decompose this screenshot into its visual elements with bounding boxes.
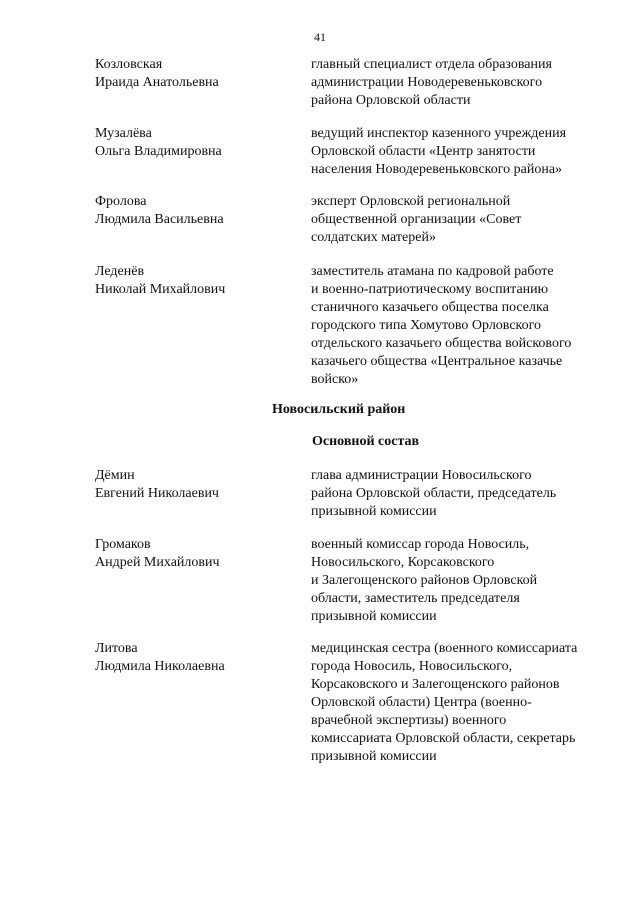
role-line: Орловской области «Центр занятости xyxy=(311,144,536,159)
role-line: эксперт Орловской региональной xyxy=(311,194,511,209)
role-line: глава администрации Новосильского xyxy=(311,468,532,483)
surname: Дёмин xyxy=(95,468,135,483)
role-line: района Орловской области xyxy=(311,93,471,108)
role-line: городского типа Хомутово Орловского xyxy=(311,318,542,333)
member-name xyxy=(95,640,295,676)
role-line: медицинская сестра (военного комиссариата xyxy=(311,641,578,656)
surname: Громаков xyxy=(95,537,151,552)
role-line: заместитель атамана по кадровой работе xyxy=(311,264,554,279)
given-names: Ираида Анатольевна xyxy=(95,75,219,90)
role-line: главный специалист отдела образования xyxy=(311,57,552,72)
role-line: комиссариата Орловской области, секретарь xyxy=(311,731,576,746)
role-line: района Орловской области, председатель xyxy=(311,486,557,501)
given-names: Андрей Михайлович xyxy=(95,555,220,570)
member-name xyxy=(95,193,295,229)
subsection-title: Основной состав xyxy=(312,434,420,449)
member-name xyxy=(95,56,295,92)
role-line: врачебной экспертизы) военного xyxy=(311,713,507,728)
role-line: и военно-патриотическому воспитанию xyxy=(311,282,549,297)
surname: Козловская xyxy=(95,57,163,72)
role-line: станичного казачьего общества поселка xyxy=(311,300,549,315)
member-name xyxy=(95,467,295,503)
role-line: города Новосиль, Новосильского, xyxy=(311,659,513,674)
given-names: Николай Михайлович xyxy=(95,282,226,297)
role-line: призывной комиссии xyxy=(311,609,437,624)
member-role xyxy=(311,467,611,521)
role-line: Орловской области) Центра (военно- xyxy=(311,695,532,710)
member-role xyxy=(311,193,611,247)
member-role xyxy=(311,640,611,766)
role-line: и Залегощенского районов Орловской xyxy=(311,573,538,588)
member-role xyxy=(311,125,611,179)
role-line: области, заместитель председателя xyxy=(311,591,520,606)
given-names: Ольга Владимировна xyxy=(95,144,222,159)
page-number: 41 xyxy=(314,30,326,44)
role-line: войско» xyxy=(311,372,359,387)
member-name xyxy=(95,125,295,161)
role-line: солдатских матерей» xyxy=(311,230,436,245)
given-names: Евгений Николаевич xyxy=(95,486,219,501)
role-line: администрации Новодеревеньковского xyxy=(311,75,543,90)
role-line: населения Новодеревеньковского района» xyxy=(311,162,563,177)
given-names: Людмила Николаевна xyxy=(95,659,225,674)
member-role xyxy=(311,56,611,110)
role-line: Новосильского, Корсаковского xyxy=(311,555,495,570)
surname: Литова xyxy=(95,641,138,656)
given-names: Людмила Васильевна xyxy=(95,212,224,227)
member-name xyxy=(95,263,295,299)
member-role xyxy=(311,263,611,389)
role-line: Корсаковского и Залегощенского районов xyxy=(311,677,560,692)
member-role xyxy=(311,536,611,626)
surname: Музалёва xyxy=(95,126,152,141)
member-name xyxy=(95,536,295,572)
section-title: Новосильский район xyxy=(272,402,406,417)
surname: Фролова xyxy=(95,194,147,209)
role-line: казачьего общества «Центральное казачье xyxy=(311,354,563,369)
role-line: призывной комиссии xyxy=(311,749,437,764)
role-line: военный комиссар города Новосиль, xyxy=(311,537,530,552)
surname: Леденёв xyxy=(95,264,145,279)
role-line: призывной комиссии xyxy=(311,504,437,519)
role-line: ведущий инспектор казенного учреждения xyxy=(311,126,567,141)
role-line: общественной организации «Совет xyxy=(311,212,522,227)
role-line: отдельского казачьего общества войскового xyxy=(311,336,572,351)
